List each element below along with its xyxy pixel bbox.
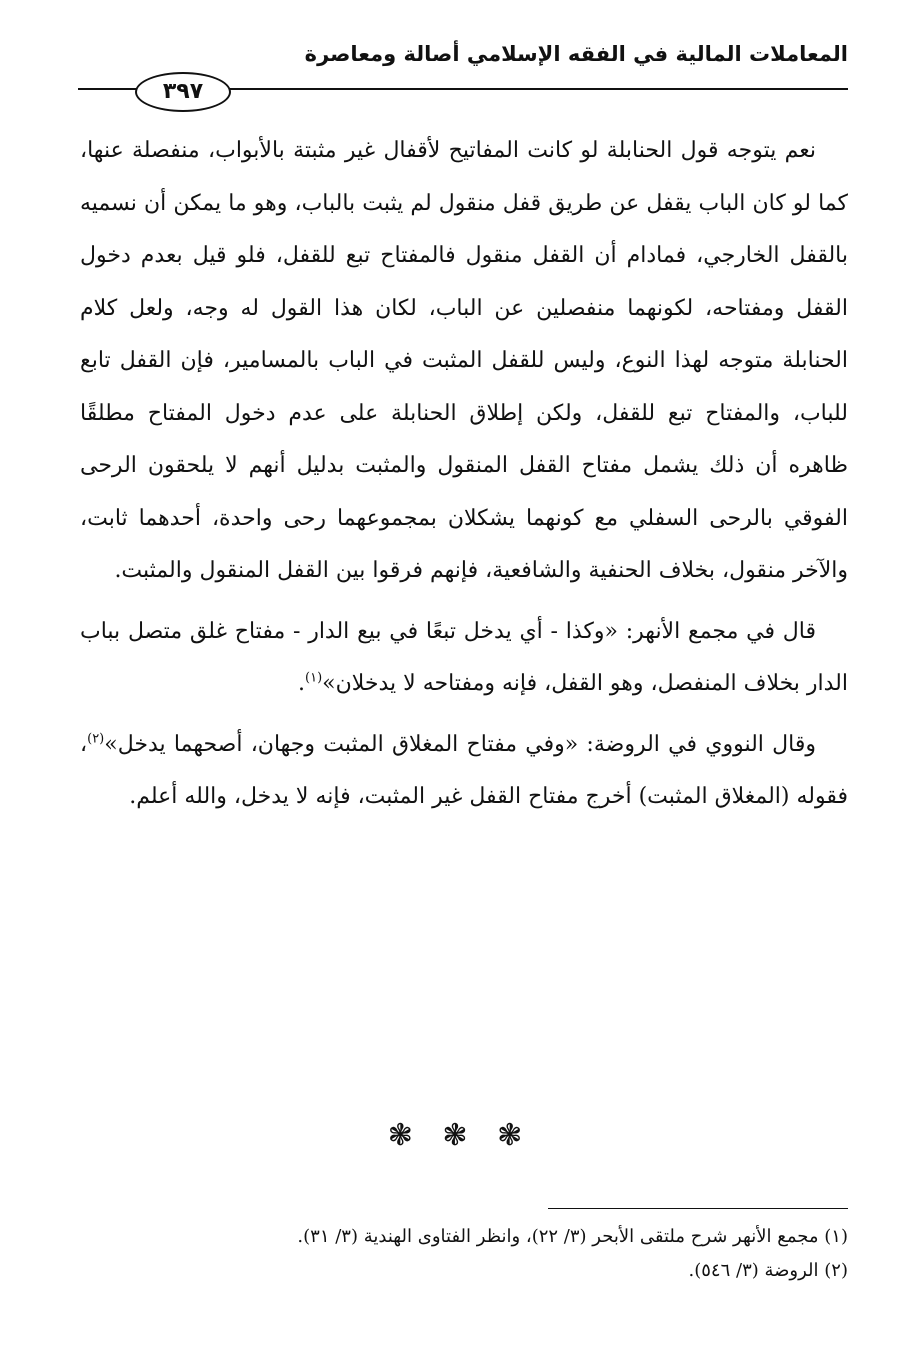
paragraph-3-text: وقال النووي في الروضة: «وفي مفتاح المغلاق المثبت وجهان، أصحهما يدخل» xyxy=(104,731,816,757)
footnotes xyxy=(80,1220,848,1288)
paragraph-3-end: ، فقوله (المغلاق المثبت) أخرج مفتاح القفل غير المثبت، فإنه لا يدخل، والله أعلم. xyxy=(80,731,848,809)
section-ornament: ❃ ❃ ❃ xyxy=(387,1118,533,1153)
paragraph-1-text: نعم يتوجه قول الحنابلة لو كانت المفاتيح لأقفال غير مثبتة بالأبواب، منفصلة عنها، كما لو كان الباب يقفل عن طريق قفل منقول لم يثبت بالباب، وهو ما يمكن أن نسميه بالقفل الخارجي، فمادام أن القفل منقول فالمفتاح تبع للقفل، فلو قيل بعدم دخول القفل ومفتاحه، لكونهما منفصلين عن الباب، لكان هذا القول له وجه، ولعل كلام الحنابلة متوجه لهذا النوع، وليس للقفل المثبت في الباب بالمسامير، فإن القفل تابع للباب، والمفتاح تبع للقفل، ولكن إطلاق الحنابلة على عدم دخول المفتاح مطلقًا ظاهره أن ذلك يشمل مفتاح القفل المنقول والمثبت بدليل أنهم لا يلحقون الرحى الفوقي بالرحى السفلي مع كونهما يشكلان بمجموعهما رحى واحدة، أحدهما ثابت، والآخر منقول، بخلاف الحنفية والشافعية، فإنهم فرقوا بين القفل المنقول والمثبت. xyxy=(80,138,848,583)
footnote-ref-2: (٢) xyxy=(87,731,105,747)
footnote-2 xyxy=(80,1254,848,1288)
footnote-2-text: الروضة (٣/ ٥٤٦). xyxy=(688,1260,819,1281)
paragraph-2-end: . xyxy=(298,671,306,696)
paragraph-1 xyxy=(80,125,848,598)
paragraph-3 xyxy=(80,719,848,824)
paragraph-2-text: قال في مجمع الأنهر: «وكذا - أي يدخل تبعًا في بيع الدار - مفتاح غلق متصل بباب الدار بخلاف المنفصل، وهو القفل، فإنه ومفتاحه لا يدخلان» xyxy=(80,618,848,696)
paragraph-2 xyxy=(80,606,848,711)
footnote-2-number: (٢) xyxy=(824,1260,848,1281)
footnote-1 xyxy=(80,1220,848,1254)
main-text xyxy=(80,125,848,824)
footnote-ref-1: (١) xyxy=(305,670,323,686)
footnote-1-text: مجمع الأنهر شرح ملتقى الأبحر (٣/ ٢٢)، وانظر الفتاوى الهندية (٣/ ٣١). xyxy=(297,1226,819,1247)
page-number-badge: ٣٩٧ xyxy=(135,72,231,112)
footnote-1-number: (١) xyxy=(824,1226,848,1247)
running-header-title: المعاملات المالية في الفقه الإسلامي أصالة ومعاصرة xyxy=(304,42,848,66)
footnote-rule xyxy=(548,1208,848,1209)
